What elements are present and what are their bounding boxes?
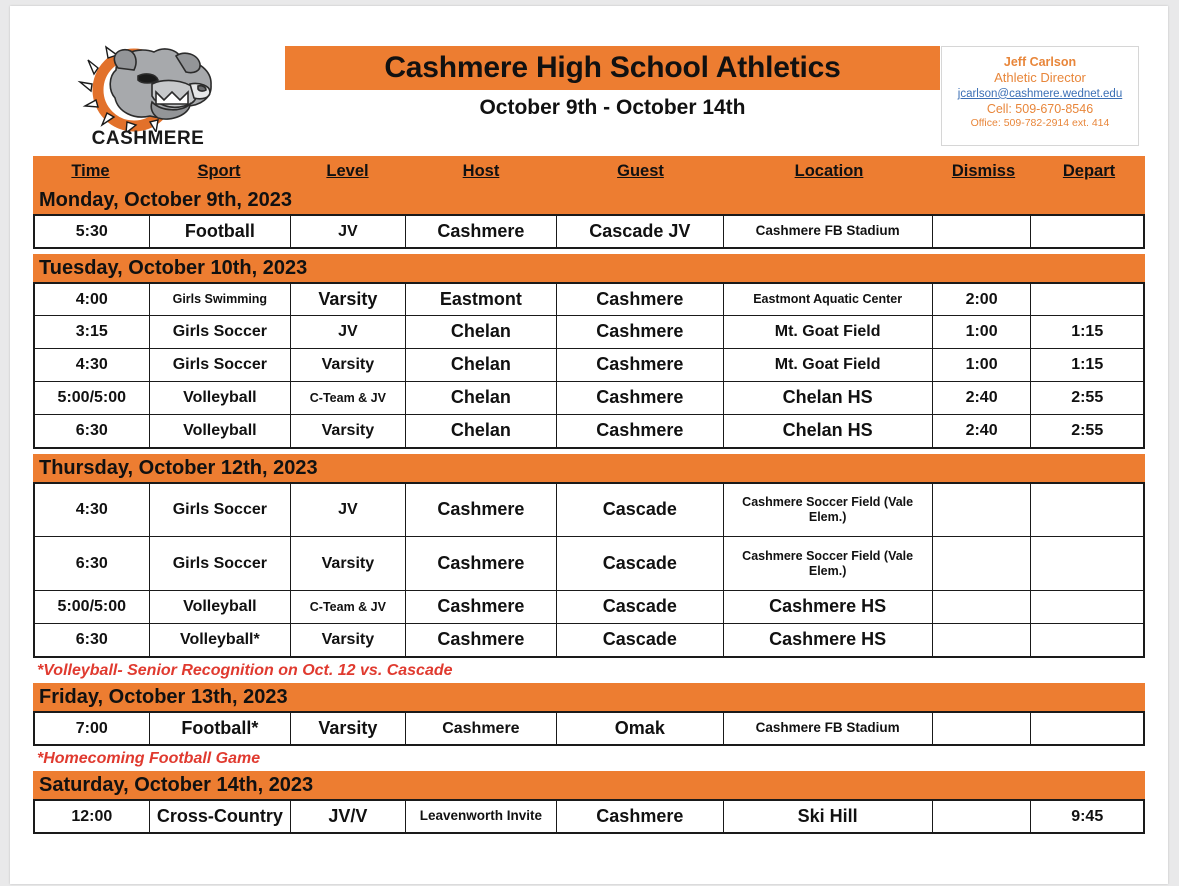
cell-guest: Cascade [557, 624, 723, 656]
cell-dismiss: 1:00 [933, 349, 1032, 381]
cell-depart [1031, 591, 1143, 623]
cell-location: Cashmere HS [724, 591, 933, 623]
cell-level: Varsity [291, 624, 406, 656]
cell-level: Varsity [291, 713, 406, 744]
day-rows-saturday [33, 799, 1145, 834]
cell-guest: Cashmere [557, 284, 723, 315]
cell-dismiss: 1:00 [933, 316, 1032, 348]
cell-depart [1031, 537, 1143, 590]
cell-location: Eastmont Aquatic Center [724, 284, 933, 315]
contact-office: Office: 509-782-2914 ext. 414 [970, 117, 1110, 130]
day-header-thursday [33, 454, 1145, 482]
cell-depart: 9:45 [1071, 807, 1104, 825]
day-rows-thursday [33, 482, 1145, 658]
day-label: Tuesday, October 10th, 2023 [39, 256, 308, 279]
table-row[interactable] [35, 623, 1143, 656]
cell-location: Cashmere FB Stadium [724, 713, 933, 744]
schedule-page [10, 6, 1168, 884]
cell-dismiss: 2:00 [933, 284, 1032, 315]
cell-sport: Volleyball* [150, 624, 291, 656]
cell-location: Cashmere HS [724, 624, 933, 656]
cell-level: Varsity [291, 537, 406, 590]
table-row[interactable] [35, 348, 1143, 381]
page-title: Cashmere High School Athletics [384, 51, 841, 84]
column-header-level: Level [326, 161, 369, 180]
cell-guest: Cashmere [557, 382, 723, 414]
cell-sport: Girls Soccer [150, 484, 291, 536]
day-header-tuesday [33, 254, 1145, 282]
cell-guest: Cascade JV [557, 216, 723, 247]
cell-depart: 1:15 [1071, 356, 1104, 374]
day-label: Thursday, October 12th, 2023 [39, 456, 318, 479]
cell-dismiss [933, 591, 1032, 623]
cell-time: 5:00/5:00 [35, 591, 150, 623]
cell-host: Chelan [406, 415, 557, 447]
page-title-banner [285, 46, 940, 90]
cell-sport: Football [150, 216, 291, 247]
cell-dismiss: 2:40 [933, 415, 1032, 447]
cell-time: 12:00 [35, 801, 150, 832]
bulldog-logo [72, 40, 232, 148]
day-rows-friday [33, 711, 1145, 746]
table-row[interactable] [35, 381, 1143, 414]
cell-guest: Omak [557, 713, 723, 744]
cell-dismiss [933, 801, 1032, 832]
cell-time: 7:00 [35, 713, 150, 744]
day-rows-tuesday [33, 282, 1145, 449]
table-row[interactable] [35, 214, 1143, 247]
cell-time: 6:30 [35, 624, 150, 656]
day-header-saturday [33, 771, 1145, 799]
day-rows-monday [33, 214, 1145, 249]
cell-sport: Girls Soccer [150, 316, 291, 348]
cell-location: Cashmere Soccer Field (Vale Elem.) [724, 537, 933, 590]
title-block [285, 46, 940, 120]
cell-host: Cashmere [406, 216, 557, 247]
cell-sport: Volleyball [150, 415, 291, 447]
footnote-homecoming: *Homecoming Football Game [37, 750, 261, 767]
table-row[interactable] [35, 315, 1143, 348]
cell-depart: 2:55 [1071, 389, 1104, 407]
cell-depart [1031, 624, 1143, 656]
cell-host: Leavenworth Invite [406, 801, 557, 832]
day-label: Saturday, October 14th, 2023 [39, 773, 314, 796]
cell-time: 3:15 [35, 316, 150, 348]
cell-level: C-Team & JV [291, 382, 406, 414]
cell-time: 4:30 [35, 484, 150, 536]
cell-level: Varsity [291, 284, 406, 315]
cell-level: C-Team & JV [291, 591, 406, 623]
cell-dismiss: 2:40 [933, 382, 1032, 414]
cell-level: Varsity [291, 349, 406, 381]
cell-dismiss [933, 484, 1032, 536]
table-row[interactable] [35, 536, 1143, 590]
cell-guest: Cashmere [557, 801, 723, 832]
cell-dismiss [933, 537, 1032, 590]
cell-host: Chelan [406, 349, 557, 381]
cell-level: JV [291, 484, 406, 536]
cell-level: JV/V [291, 801, 406, 832]
schedule-table [33, 156, 1145, 834]
contact-card [941, 46, 1139, 146]
column-header-dismiss: Dismiss [951, 161, 1016, 180]
cell-depart [1031, 216, 1143, 247]
cell-host: Chelan [406, 382, 557, 414]
cell-sport: Girls Swimming [150, 284, 291, 315]
cell-depart [1031, 284, 1143, 315]
cell-sport: Cross-Country [150, 801, 291, 832]
cell-sport: Football* [150, 713, 291, 744]
cell-depart: 1:15 [1071, 323, 1104, 341]
contact-email-link[interactable]: jcarlson@cashmere.wednet.edu [957, 87, 1123, 100]
cell-time: 5:30 [35, 216, 150, 247]
cell-time: 6:30 [35, 537, 150, 590]
column-header-guest: Guest [617, 161, 664, 180]
cell-sport: Girls Soccer [150, 537, 291, 590]
cell-guest: Cascade [557, 484, 723, 536]
cell-time: 4:00 [35, 284, 150, 315]
day-label: Monday, October 9th, 2023 [39, 188, 293, 211]
footnote-volleyball: *Volleyball- Senior Recognition on Oct. 12 vs. Cascade [37, 662, 453, 679]
cell-location: Cashmere Soccer Field (Vale Elem.) [724, 484, 933, 536]
bulldog-mascot-icon [72, 40, 224, 132]
table-row[interactable] [35, 590, 1143, 623]
page-header [10, 6, 1168, 148]
cell-depart [1031, 713, 1143, 744]
cell-dismiss [933, 713, 1032, 744]
cell-time: 4:30 [35, 349, 150, 381]
cell-sport: Girls Soccer [150, 349, 291, 381]
column-header-location: Location [794, 161, 864, 180]
date-range-subtitle: October 9th - October 14th [479, 96, 746, 119]
table-row[interactable] [35, 414, 1143, 447]
cell-time: 5:00/5:00 [35, 382, 150, 414]
column-header-time: Time [71, 161, 110, 180]
cell-location: Chelan HS [724, 382, 933, 414]
table-row[interactable] [35, 282, 1143, 315]
contact-cell: Cell: 509-670-8546 [986, 102, 1094, 117]
cell-host: Cashmere [406, 591, 557, 623]
cell-dismiss [933, 624, 1032, 656]
cell-guest: Cashmere [557, 316, 723, 348]
day-header-friday [33, 683, 1145, 711]
cell-location: Chelan HS [724, 415, 933, 447]
cell-location: Cashmere FB Stadium [724, 216, 933, 247]
cell-level: JV [291, 316, 406, 348]
contact-name: Jeff Carlson [1003, 55, 1077, 69]
cell-depart [1031, 484, 1143, 536]
column-header-depart: Depart [1062, 161, 1116, 180]
table-row[interactable] [35, 482, 1143, 536]
cell-host: Cashmere [406, 624, 557, 656]
cell-guest: Cashmere [557, 349, 723, 381]
cell-guest: Cascade [557, 537, 723, 590]
column-header-host: Host [462, 161, 500, 180]
cell-host: Cashmere [406, 484, 557, 536]
cell-host: Cashmere [406, 537, 557, 590]
table-column-headers [33, 156, 1145, 186]
cell-sport: Volleyball [150, 591, 291, 623]
table-row[interactable] [35, 799, 1143, 832]
cell-host: Eastmont [406, 284, 557, 315]
cell-guest: Cashmere [557, 415, 723, 447]
cell-location: Mt. Goat Field [724, 316, 933, 348]
logo-wordmark: CASHMERE [91, 128, 205, 149]
cell-location: Ski Hill [724, 801, 933, 832]
cell-sport: Volleyball [150, 382, 291, 414]
cell-depart: 2:55 [1071, 422, 1104, 440]
day-label: Friday, October 13th, 2023 [39, 685, 288, 708]
cell-level: JV [291, 216, 406, 247]
cell-time: 6:30 [35, 415, 150, 447]
cell-dismiss [933, 216, 1032, 247]
column-header-sport: Sport [197, 161, 241, 180]
day-header-monday [33, 186, 1145, 214]
cell-location: Mt. Goat Field [724, 349, 933, 381]
cell-host: Cashmere [406, 713, 557, 744]
cell-level: Varsity [291, 415, 406, 447]
cell-host: Chelan [406, 316, 557, 348]
table-row[interactable] [35, 711, 1143, 744]
contact-role: Athletic Director [994, 70, 1086, 85]
cell-guest: Cascade [557, 591, 723, 623]
